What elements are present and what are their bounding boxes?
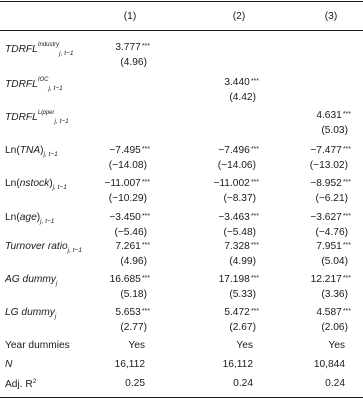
significance-stars: *** [250, 78, 259, 85]
coefficient-value: −3.450 [109, 212, 141, 223]
coefficient-value: −3.627 [310, 212, 342, 223]
coefficient-value: −11.002 [213, 178, 250, 189]
coefficient-cell [115, 307, 150, 318]
significance-stars: *** [250, 146, 259, 153]
tstat-cell: (3.36) [321, 289, 348, 300]
label-superscript: Industry [37, 42, 60, 48]
label-text: AG dummy [5, 274, 56, 285]
significance-stars: *** [342, 242, 351, 249]
coefficient-cell [218, 145, 259, 156]
label-superscript: Lipper [37, 110, 55, 116]
tstat-cell: (5.04) [321, 256, 348, 267]
label-text: LG dummy [5, 307, 55, 318]
footer-cell: 0.25 [125, 378, 145, 389]
tstat-cell: (−5.46) [114, 227, 147, 238]
label-text: N [5, 359, 13, 370]
row-label [5, 307, 56, 320]
label-subscript: j, t−1 [48, 85, 63, 92]
coefficient-cell [115, 42, 150, 53]
label-text: TDRFL [5, 44, 38, 55]
coefficient-cell [310, 212, 351, 223]
coefficient-cell [218, 212, 259, 223]
row-label [5, 178, 67, 191]
label-text: Turnover ratio [5, 241, 68, 252]
significance-stars: *** [342, 275, 351, 282]
significance-stars: *** [342, 179, 351, 186]
label-text: TDRFL [5, 79, 38, 90]
tstat-cell: (−8.37) [223, 193, 256, 204]
tstat-cell: (−5.48) [223, 227, 256, 238]
footer-cell: 16,112 [222, 359, 253, 370]
significance-stars: *** [250, 275, 259, 282]
label-subscript: j, t−1 [43, 151, 58, 158]
top-rule [0, 1, 363, 2]
tstat-cell: (−10.29) [108, 193, 147, 204]
significance-stars: *** [141, 43, 150, 50]
tstat-cell: (5.18) [120, 289, 147, 300]
tstat-cell: (2.06) [321, 322, 348, 333]
label-superscript: IOC [37, 77, 49, 83]
label-subscript: j, t−1 [67, 247, 82, 254]
label-prefix: Ln( [5, 178, 20, 189]
tstat-cell: (4.96) [120, 256, 147, 267]
coefficient-value: 7.951 [316, 241, 342, 252]
coefficient-cell [310, 145, 351, 156]
coefficient-value: 3.440 [224, 77, 250, 88]
coefficient-value: −7.496 [218, 145, 250, 156]
footer-label [5, 340, 70, 351]
label-subscript: j [55, 280, 58, 287]
coefficient-value: 4.587 [316, 307, 342, 318]
tstat-cell: (4.99) [229, 256, 256, 267]
coefficient-value: 7.261 [115, 241, 141, 252]
label-prefix: Ln( [5, 212, 20, 223]
label-suffix: ) [40, 145, 44, 156]
tstat-cell: (5.33) [229, 289, 256, 300]
coefficient-value: −7.477 [310, 145, 342, 156]
coefficient-value: −8.952 [310, 178, 342, 189]
row-label [5, 110, 69, 125]
coefficient-value: 4.631 [316, 110, 342, 121]
coefficient-cell [316, 110, 351, 121]
label-variable: age [19, 212, 37, 223]
coefficient-cell [109, 212, 150, 223]
tstat-cell: (2.67) [229, 322, 256, 333]
significance-stars: *** [342, 111, 351, 118]
significance-stars: *** [250, 242, 259, 249]
column-header-1: (1) [123, 11, 137, 22]
bottom-rule [0, 397, 363, 398]
row-label [5, 77, 63, 92]
coefficient-value: 17.198 [218, 274, 250, 285]
significance-stars: *** [342, 308, 351, 315]
coefficient-value: −7.495 [109, 145, 141, 156]
row-label [5, 241, 82, 254]
header-rule [0, 30, 363, 31]
significance-stars: *** [250, 213, 259, 220]
footer-cell: 0.24 [233, 378, 253, 389]
coefficient-cell [213, 178, 259, 189]
significance-stars: *** [141, 242, 150, 249]
row-label [5, 274, 57, 287]
footer-label [5, 378, 36, 390]
footer-cell: Yes [328, 340, 345, 351]
coefficient-value: 3.777 [115, 42, 141, 53]
footer-cell: Yes [236, 340, 253, 351]
label-subscript: j [54, 313, 57, 320]
significance-stars: *** [342, 146, 351, 153]
coefficient-value: −11.007 [104, 178, 141, 189]
label-text: Adj. R [5, 379, 33, 390]
tstat-cell: (2.77) [120, 322, 147, 333]
significance-stars: *** [141, 308, 150, 315]
label-subscript: j, t−1 [40, 218, 55, 225]
tstat-cell: (4.42) [229, 92, 256, 103]
coefficient-cell [311, 274, 351, 285]
footer-cell: 0.24 [325, 378, 345, 389]
tstat-cell: (−6.21) [315, 193, 348, 204]
coefficient-cell [104, 178, 150, 189]
coefficient-cell [115, 241, 150, 252]
label-text: Year dummies [5, 340, 70, 351]
tstat-cell: (4.96) [120, 57, 147, 68]
significance-stars: *** [342, 213, 351, 220]
coefficient-value: 12.217 [310, 274, 342, 285]
footer-cell: Yes [128, 340, 145, 351]
significance-stars: *** [141, 179, 150, 186]
tstat-cell: (−14.08) [108, 160, 147, 171]
coefficient-cell [316, 241, 351, 252]
coefficient-cell [224, 77, 259, 88]
column-header-2: (2) [232, 11, 246, 22]
coefficient-value: 5.653 [115, 307, 141, 318]
label-variable: TNA [19, 145, 41, 156]
tstat-cell: (−4.76) [315, 227, 348, 238]
coefficient-cell [109, 145, 150, 156]
coefficient-cell [110, 274, 150, 285]
label-subscript: j, t−1 [52, 184, 67, 191]
label-text: TDRFL [5, 112, 38, 123]
coefficient-cell [310, 178, 351, 189]
coefficient-cell [224, 307, 259, 318]
coefficient-value: −3.463 [218, 212, 250, 223]
label-subscript: j, t−1 [59, 50, 74, 57]
significance-stars: *** [141, 275, 150, 282]
label-suffix: ) [49, 178, 53, 189]
label-superscript: 2 [32, 378, 37, 385]
row-label [5, 145, 58, 158]
label-prefix: Ln( [5, 145, 20, 156]
tstat-cell: (−13.02) [309, 160, 348, 171]
significance-stars: *** [250, 308, 259, 315]
coefficient-cell [224, 241, 259, 252]
coefficient-cell [219, 274, 259, 285]
coefficient-cell [316, 307, 351, 318]
coefficient-value: 7.328 [224, 241, 250, 252]
column-header-3: (3) [324, 11, 338, 22]
row-label [5, 212, 54, 225]
footer-label [5, 359, 12, 370]
significance-stars: *** [250, 179, 259, 186]
label-subscript: j, t−1 [54, 118, 69, 125]
significance-stars: *** [141, 213, 150, 220]
significance-stars: *** [141, 146, 150, 153]
coefficient-value: 16.685 [109, 274, 141, 285]
footer-cell: 10,844 [313, 359, 345, 370]
tstat-cell: (5.03) [321, 125, 348, 136]
footer-cell: 16,112 [114, 359, 145, 370]
tstat-cell: (−14.06) [217, 160, 256, 171]
label-suffix: ) [36, 212, 41, 223]
row-label [5, 42, 73, 57]
label-variable: nstock [19, 178, 50, 189]
coefficient-value: 5.472 [224, 307, 250, 318]
